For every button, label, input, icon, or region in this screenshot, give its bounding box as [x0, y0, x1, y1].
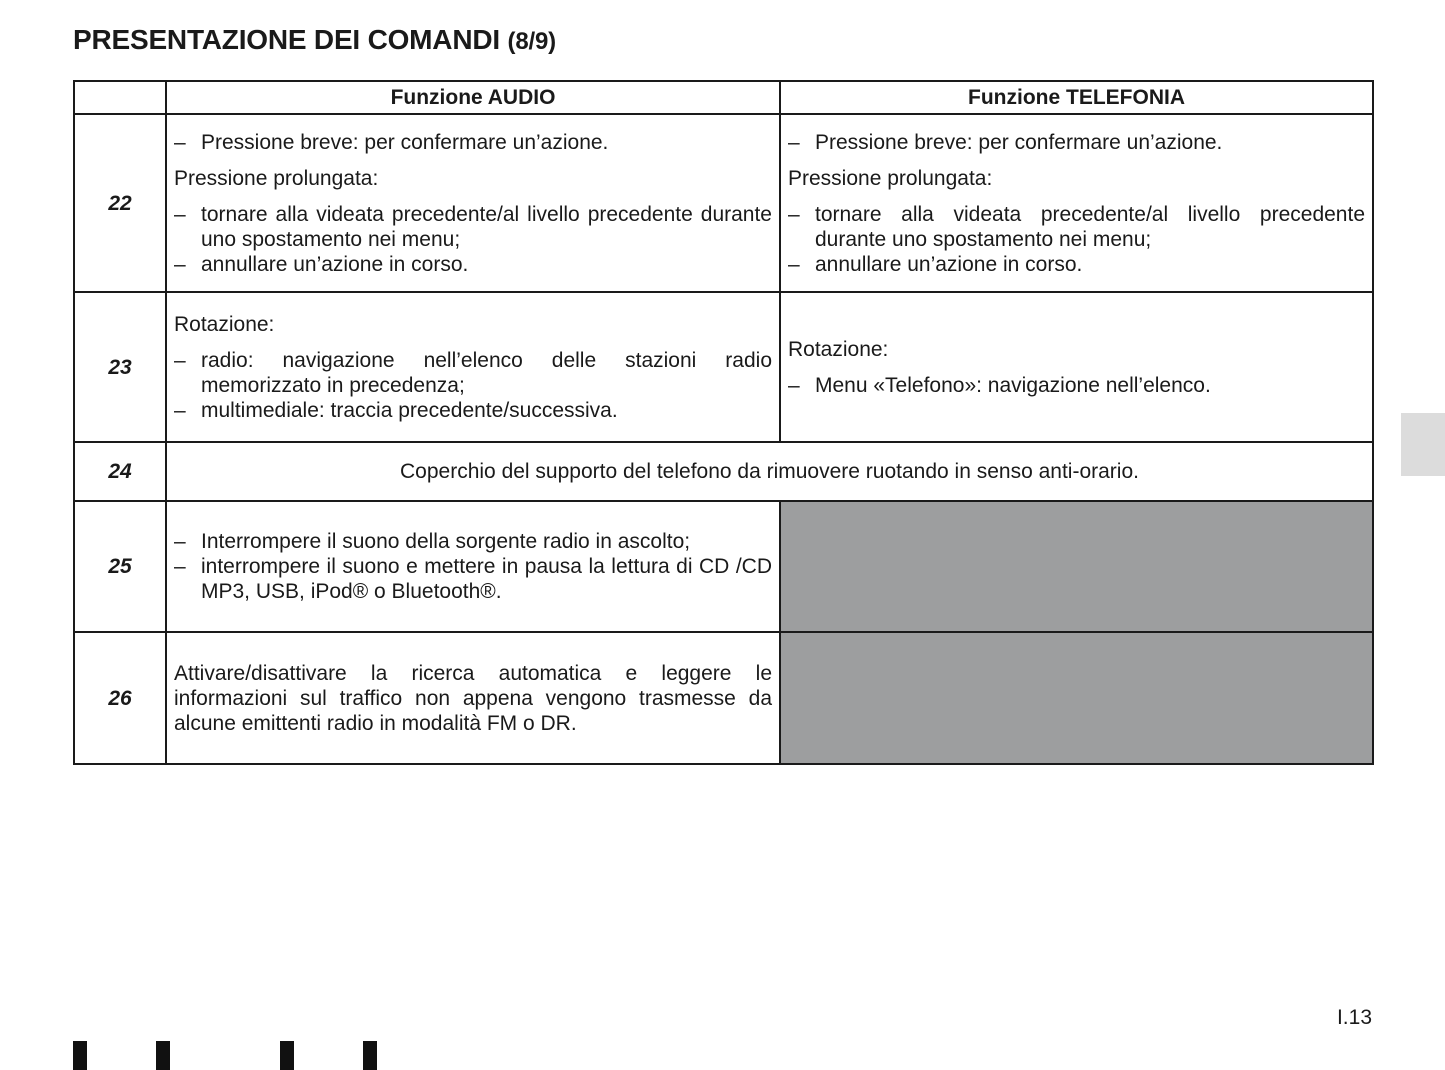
audio-para-22: Pressione prolungata:	[174, 166, 379, 190]
controls-table	[73, 80, 1374, 765]
tel-list-22b	[788, 202, 1365, 277]
tel-para-22: Pressione prolungata:	[788, 166, 993, 190]
tel-para-23: Rotazione:	[788, 337, 889, 361]
audio-list-22a	[174, 130, 772, 155]
telefonia-cell-26-empty	[780, 632, 1373, 764]
page-title	[73, 24, 556, 56]
list-item: – Menu «Telefono»: navigazione nell’elenco.	[788, 373, 1365, 398]
crop-mark	[280, 1041, 294, 1070]
header-number-cell	[74, 81, 166, 114]
audio-cell-25	[166, 501, 780, 632]
row-number: 25	[74, 501, 166, 632]
audio-text-26: Attivare/disattivare la ricerca automatica e leggere le informazioni sul traffico non appena vengono trasmesse da alcune emittenti radio in modalità FM o DR.	[174, 661, 772, 735]
telefonia-cell-22	[780, 114, 1373, 292]
table-row-25	[74, 501, 1373, 632]
page-number: I.13	[1336, 1006, 1372, 1029]
telefonia-cell-25-empty	[780, 501, 1373, 632]
crop-mark	[156, 1041, 170, 1070]
crop-mark	[73, 1041, 87, 1070]
audio-cell-23	[166, 292, 780, 442]
row-number: 26	[74, 632, 166, 764]
table-header-row	[74, 81, 1373, 114]
list-item: – annullare un’azione in corso.	[174, 252, 772, 277]
row-number: 23	[74, 292, 166, 442]
list-item: – Pressione breve: per confermare un’azione.	[174, 130, 772, 155]
tel-list-22a	[788, 130, 1365, 155]
audio-list-23	[174, 348, 772, 423]
row-number: 24	[74, 442, 166, 501]
list-item: – tornare alla videata precedente/al livello precedente durante uno spostamento nei menu;	[788, 202, 1365, 252]
list-item: – annullare un’azione in corso.	[788, 252, 1365, 277]
side-tab-marker	[1401, 413, 1445, 476]
row-number: 22	[74, 114, 166, 292]
audio-list-25	[174, 529, 772, 604]
list-item: – interrompere il suono e mettere in pausa la lettura di CD /CD MP3, USB, iPod® o Bluetooth®.	[174, 554, 772, 604]
table-row-24	[74, 442, 1373, 501]
header-audio: Funzione AUDIO	[166, 81, 780, 114]
table-row-22	[74, 114, 1373, 292]
audio-cell-26	[166, 632, 780, 764]
list-item: – radio: navigazione nell’elenco delle stazioni radio memorizzato in precedenza;	[174, 348, 772, 398]
crop-mark	[363, 1041, 377, 1070]
audio-list-22b	[174, 202, 772, 277]
page-title-text: PRESENTAZIONE DEI COMANDI	[73, 24, 500, 55]
list-item: – Interrompere il suono della sorgente radio in ascolto;	[174, 529, 772, 554]
shared-cell-24: Coperchio del supporto del telefono da rimuovere ruotando in senso anti-orario.	[166, 442, 1373, 501]
table-row-26	[74, 632, 1373, 764]
table-row-23	[74, 292, 1373, 442]
header-telefonia: Funzione TELEFONIA	[780, 81, 1373, 114]
list-item: – Pressione breve: per confermare un’azione.	[788, 130, 1365, 155]
tel-list-23	[788, 373, 1365, 398]
audio-cell-22	[166, 114, 780, 292]
page-counter: (8/9)	[507, 28, 556, 55]
list-item: – multimediale: traccia precedente/successiva.	[174, 398, 772, 423]
audio-para-23: Rotazione:	[174, 312, 275, 336]
telefonia-cell-23	[780, 292, 1373, 442]
list-item: – tornare alla videata precedente/al livello precedente durante uno spostamento nei menu;	[174, 202, 772, 252]
